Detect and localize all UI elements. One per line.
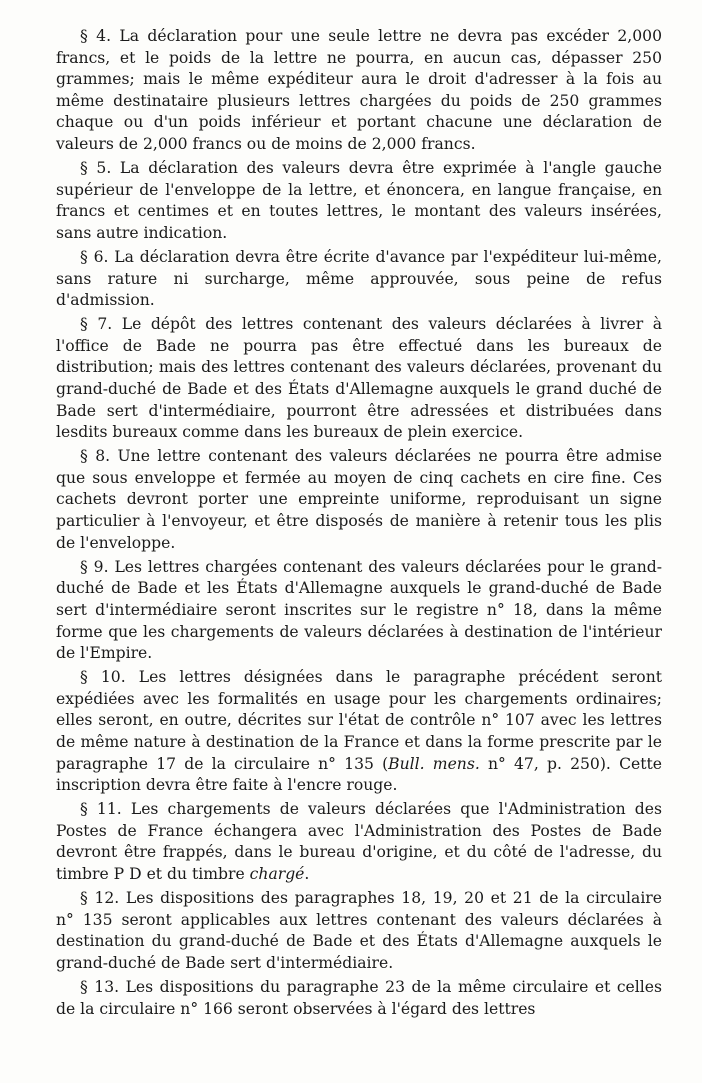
paragraph-text: § 9. Les lettres chargées contenant des valeurs déclarées pour le grand-duché de Bade et les États d'Allemagne auxquels le grand-duché de Bade sert d'intermédiaire seront inscrites sur le registre n° 18, dans la même forme que les chargements de valeurs déclarées à destination de l'intérieur de l'Empire. xyxy=(56,557,662,663)
paragraph-text: § 6. La déclaration devra être écrite d'avance par l'expéditeur lui-même, sans rature ni surcharge, même approuvée, sous peine de refus d'admission. xyxy=(56,247,662,310)
paragraph-text: § 8. Une lettre contenant des valeurs déclarées ne pourra être admise que sous enveloppe et fermée au moyen de cinq cachets en cire fine. Ces cachets devront porter une empreinte uniforme, reproduisant un signe particulier à l'envoyeur, et être disposés de manière à retenir tous les plis de l'enveloppe. xyxy=(56,447,662,552)
paragraph-9 xyxy=(56,557,662,665)
paragraph-13 xyxy=(56,977,662,1020)
paragraph-10 xyxy=(56,667,662,797)
paragraph-7 xyxy=(56,314,662,444)
paragraph-8 xyxy=(56,446,662,554)
paragraph-text: § 7. Le dépôt des lettres contenant des valeurs déclarées à livrer à l'office de Bade ne pourra pas être effectué dans les bureaux de distribution; mais des lettres contenant des valeurs déclarées, provenant du grand-duché de Bade et des États d'Allemagne auxquels le grand duché de Bade sert d'intermédiaire, pourront être adressées et distribuées dans lesdits bureaux comme dans les bureaux de plein exercice. xyxy=(56,315,662,442)
paragraph-text: § 4. La déclaration pour une seule lettre ne devra pas excéder 2,000 francs, et le poids de la lettre ne pourra, en aucun cas, dépasser 250 grammes; mais le même expéditeur aura le droit d'adresser à la fois au même destinataire plusieurs lettres chargées du poids de 250 grammes chaque ou d'un poids inférieur et portant chacune une déclaration de valeurs de 2,000 francs ou de moins de 2,000 francs. xyxy=(56,27,662,153)
paragraph-11 xyxy=(56,799,662,885)
paragraph-4 xyxy=(56,26,662,156)
paragraph-text: § 10. Les lettres désignées dans le paragraphe précédent seront expédiées avec les formalités en usage pour les chargements ordinaires; elles seront, en outre, décrites sur l'état de contrôle n° 107 avec les lettres de même nature à destination de la France et dans la forme prescrite par le paragraphe 17 de la circulaire n° 135 ( xyxy=(56,668,662,773)
paragraph-text: § 13. Les dispositions du paragraphe 23 de la même circulaire et celles de la circulaire n° 166 seront observées à l'égard des lettres xyxy=(56,978,662,1018)
document-body xyxy=(56,26,662,1023)
paragraph-12 xyxy=(56,888,662,974)
paragraph-text: § 11. Les chargements de valeurs déclarées que l'Administration des Postes de France échangera avec l'Administration des Postes de Bade devront être frappés, dans le bureau d'origine, et du côté de l'adresse, du timbre P D et du timbre xyxy=(56,800,662,884)
paragraph-6 xyxy=(56,247,662,312)
bulletin-reference: Bull. mens. xyxy=(388,754,480,773)
paragraph-text: . xyxy=(304,865,310,884)
stamp-term: chargé xyxy=(249,865,305,884)
paragraph-text: § 12. Les dispositions des paragraphes 18, 19, 20 et 21 de la circulaire n° 135 seront applicables aux lettres contenant des valeurs déclarées à destination du grand-duché de Bade et des États d'Allemagne auxquels le grand-duché de Bade sert d'intermédiaire. xyxy=(56,889,662,972)
paragraph-text: n° 47, p. 250). Cette inscription devra être faite à l'encre rouge. xyxy=(56,754,662,795)
paragraph-text: § 5. La déclaration des valeurs devra être exprimée à l'angle gauche supérieur de l'enveloppe de la lettre, et énoncera, en langue française, en francs et centimes et en toutes lettres, le montant des valeurs insérées, sans autre indication. xyxy=(56,159,662,242)
paragraph-5 xyxy=(56,158,662,244)
